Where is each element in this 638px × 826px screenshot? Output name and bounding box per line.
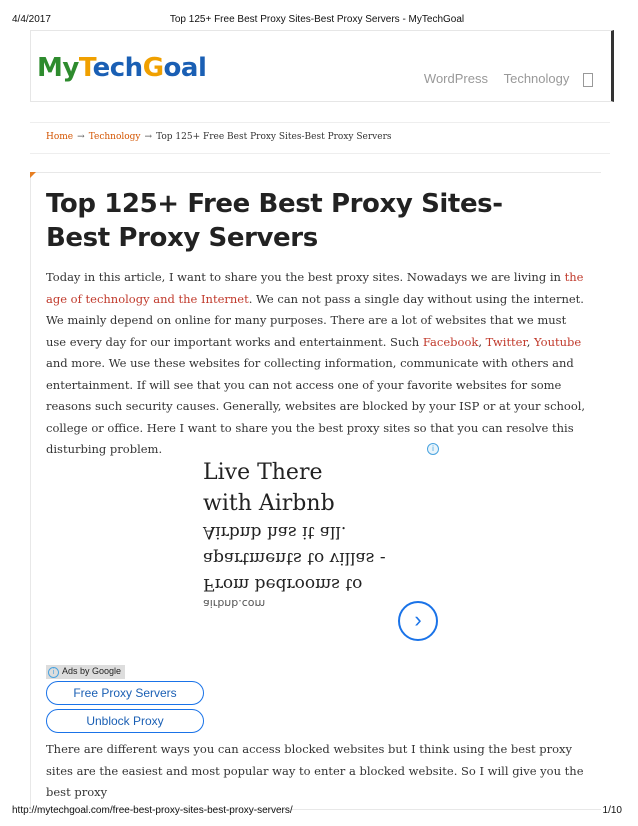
logo-part-oal: oal [163, 53, 207, 83]
post-title: Top 125+ Free Best Proxy Sites-Best Proxy Servers [46, 189, 503, 253]
print-date: 4/4/2017 [12, 14, 51, 25]
logo-part-ech: ech [92, 53, 143, 83]
logo-part-t: T [78, 53, 93, 83]
logo-part-g: G [142, 53, 164, 83]
ads-by-google-label[interactable] [46, 665, 125, 679]
logo-part-my: My [37, 53, 79, 83]
breadcrumb-current: Top 125+ Free Best Proxy Sites-Best Proxy Servers [156, 132, 392, 142]
ad-next-arrow-icon[interactable]: › [398, 601, 438, 641]
link-youtube[interactable]: Youtube [534, 334, 582, 349]
ad-headline[interactable] [203, 457, 335, 519]
article [30, 172, 601, 810]
ad-info-icon[interactable]: i [427, 443, 439, 455]
ad-headline-line: Live There [203, 460, 323, 485]
text-run: . We can not pass a single day without using the internet. We mainly depend on online for many purposes. There are a lot of websites that we must use every day for our important works and entertainment. Such [46, 291, 584, 349]
ad-link-free-proxy-servers[interactable]: Free Proxy Servers [46, 681, 204, 705]
article-paragraph-2: There are different ways you can access blocked websites but I think using the best proxy sites are the easiest and most popular way to enter a blocked website. So I will give you the best proxy [46, 742, 584, 799]
main-nav [412, 71, 593, 87]
print-page-title: Top 125+ Free Best Proxy Sites-Best Proxy Servers - MyTechGoal [169, 14, 465, 25]
link-facebook[interactable]: Facebook [422, 334, 479, 349]
ads-by-text: Ads by Google [62, 666, 122, 676]
breadcrumb [30, 122, 610, 154]
text-run: Today in this article, I want to share you the best proxy sites. Nowadays we are living in [46, 270, 565, 284]
ad-body-text [203, 519, 386, 597]
link-age-of-technology[interactable]: the age of technology and the Internet [46, 270, 584, 306]
nav-item-technology[interactable]: Technology [503, 71, 570, 86]
ad-body-line: Airbnb has it all. [203, 522, 347, 542]
breadcrumb-separator: → [144, 132, 153, 142]
article-paragraph-1 [46, 267, 588, 461]
breadcrumb-home[interactable]: Home [46, 132, 74, 142]
breadcrumb-separator: → [77, 132, 85, 142]
ad-url: airbnb.com [203, 597, 266, 610]
breadcrumb-technology[interactable]: Technology [88, 132, 141, 142]
ad-body-line: apartments to villas - [203, 548, 386, 568]
print-page-number: 1/10 [602, 805, 622, 816]
text-run: and more. We use these websites for collecting information, communicate with others and entertainment. If will see that you can not access one of your favorite websites for some reasons such security causes. Generally, websites are blocked by your ISP or at your school, college or office. Here I want to share you the best proxy sites so that you can resolve this disturbing problem. [46, 356, 586, 456]
print-url: http://mytechgoal.com/free-best-proxy-sites-best-proxy-servers/ [12, 805, 293, 816]
site-header [30, 30, 614, 102]
site-logo[interactable] [37, 53, 206, 83]
advertisement[interactable] [46, 439, 441, 679]
text-run: , [526, 334, 535, 349]
ad-body-line: From bedrooms to [203, 574, 363, 594]
nav-overflow-icon[interactable] [583, 73, 593, 87]
ad-headline-line: with Airbnb [203, 491, 335, 516]
article-corner-marker [30, 172, 36, 178]
info-icon: i [48, 667, 59, 678]
nav-item-wordpress[interactable]: WordPress [423, 71, 488, 86]
text-run: , [478, 334, 486, 349]
link-twitter[interactable]: Twitter [485, 334, 527, 349]
ad-link-unblock-proxy[interactable]: Unblock Proxy [46, 709, 204, 733]
